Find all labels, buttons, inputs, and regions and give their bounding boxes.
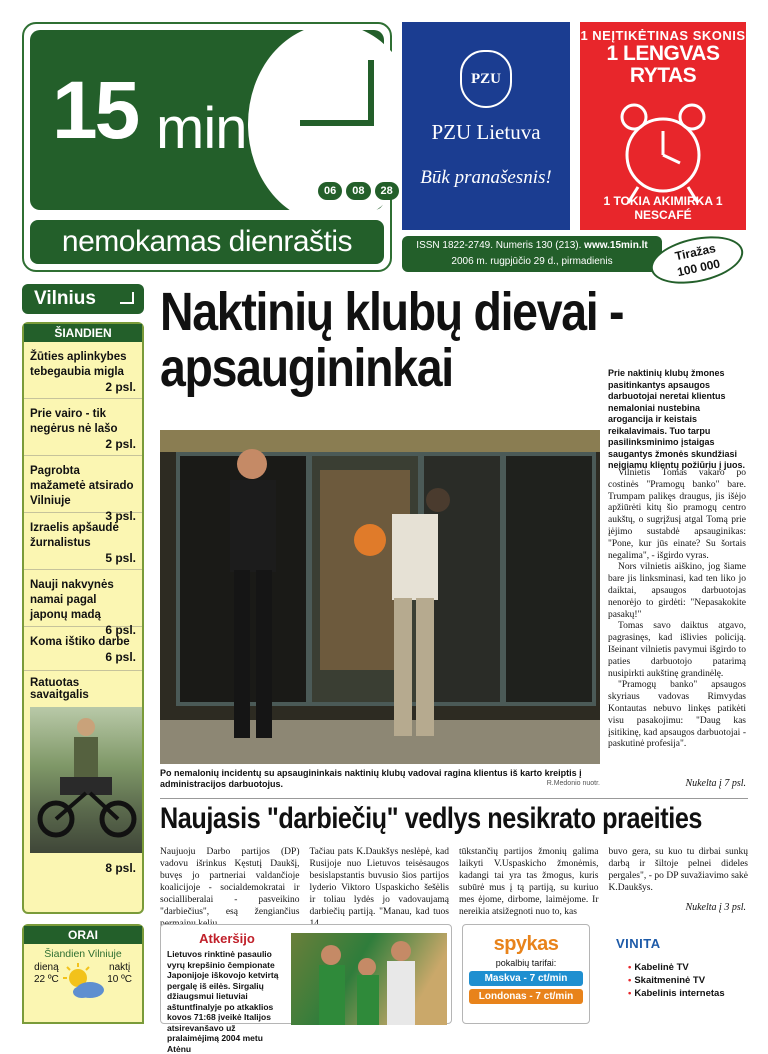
sidebar-item-title: Žūties aplinkybes tebegaubia migla	[30, 351, 127, 378]
second-column: tūkstančių partijos žmonių galima laikyti V.Uspaskicho žmonėmis, kadangi tai yra tas žmogus, kuris subūrė mus į tą partiją, su kuriuo mes ėjome, dirbome, laimėjome. Ir nereikia atsižegnoti nuo to, kas	[459, 847, 599, 917]
basketball-story-text: Lietuvos rinktinė pasaulio vyrų krepšinio čempionate Japonijoje iškovojo ketvirtą pergalę iš eilės. Sirgalių džiaugsmui lietuviai aštuntfinalyje po atkaklios kovos 71:68 įveikė Italijos atsirevanšavo už pralaimėjimą 2004 metu Atėnu	[167, 949, 279, 1054]
basketball-photo	[291, 933, 447, 1025]
circulation-label: Tiražas	[673, 241, 717, 264]
weather-day-label: dieną	[34, 962, 59, 973]
spykas-subtitle: pokalbių tarifai:	[495, 958, 557, 968]
issue-date-month: 08	[346, 182, 370, 200]
main-paragraph: Nors vilnietis aiškino, jog šiame bare jis linksminasi, kad ten liko jo daiktai, apsaugos darbuotojas nenorėjo to girdėti: "Nepasakokite pasakų!"	[608, 562, 746, 620]
logo-number: 15	[52, 65, 138, 156]
issue-date-year: 28	[375, 182, 399, 200]
weather-night-temp: 10 ºC	[107, 974, 132, 985]
divider	[160, 798, 748, 799]
sun-cloud-icon	[60, 962, 106, 1002]
vinita-service: • Skaitmeninė TV	[628, 974, 748, 987]
main-lead: Prie naktinių klubų žmones pasitinkantys apsaugos darbuotojai neretai klientus nemaloniai nustebina arogancija ir keistais reikalavimais. Tuo tarpu pasilinksminimo įstaigas saugantys žmonės skundžiasi neigiamu klientų požiūriu į juos.	[608, 368, 746, 470]
clock-hand-minute	[368, 60, 374, 126]
motorcycle-photo	[30, 707, 142, 853]
pzu-slogan: Būk pranašesnis!	[420, 167, 552, 188]
main-body	[608, 468, 746, 751]
nightclub-photo	[160, 430, 600, 764]
sidebar-item-title: Koma ištiko darbe	[30, 636, 130, 648]
sidebar-item-page: 6 psl.	[105, 623, 136, 637]
pzu-name: PZU Lietuva	[431, 120, 541, 144]
sidebar-item[interactable]	[24, 342, 142, 399]
weather-header: ORAI	[24, 926, 142, 944]
sidebar-item-page: 3 psl.	[105, 509, 136, 523]
issue-date-text: 2006 m. rugpjūčio 29 d., pirmadienis	[451, 256, 613, 267]
circulation-value: 100 000	[675, 256, 722, 280]
issue-info-bar	[402, 236, 662, 272]
motorcycle-icon	[30, 707, 142, 853]
sidebar-feature-page: 8 psl.	[105, 861, 136, 875]
main-continued-link[interactable]: Nukelta į 7 psl.	[685, 778, 746, 789]
sidebar-header: ŠIANDIEN	[24, 324, 142, 342]
spykas-logo: spykas	[493, 933, 559, 955]
issn-number: ISSN 1822-2749. Numeris 130 (213).	[416, 240, 582, 251]
sidebar-item-page: 6 psl.	[105, 650, 136, 664]
nescafe-ad[interactable]	[580, 22, 746, 230]
sidebar-item[interactable]	[24, 570, 142, 637]
city-tab[interactable]	[22, 284, 144, 314]
main-paragraph: "Pramogų banko" apsaugos skyriaus vadovas Rimvydas Kontautas nebuvo linkęs patikėti visu pasakojimu: "Daug kas įsitikinę, kad apsaugos darbuotojai - paskutinė profesija".	[608, 680, 746, 750]
spykas-rate-london: Londonas - 7 ct/min	[469, 989, 583, 1004]
sidebar-item[interactable]	[24, 399, 142, 456]
second-headline[interactable]: Naujasis "darbiečių" vedlys nesikrato praeities	[160, 802, 703, 835]
pzu-ad[interactable]	[402, 22, 570, 230]
basketball-story-title: Atkeršijo	[199, 931, 255, 946]
masthead-tagline: nemokamas dienraštis	[30, 220, 384, 264]
sidebar-item-title: Izraelis apšaudė žurnalistus	[30, 522, 119, 549]
sidebar-item[interactable]	[24, 456, 142, 523]
photo-caption: Po nemalonių incidentų su apsaugininkais naktinių klubų vadovai ragina klientus iš karto kreiptis į administracijos darbuotojus.	[160, 768, 582, 789]
vinita-logo: VINITA	[616, 936, 661, 951]
website-link[interactable]: www.15min.lt	[584, 240, 648, 251]
nescafe-line-2: 1 LENGVAS RYTAS	[606, 42, 720, 88]
basketball-players-image	[291, 933, 447, 1025]
vinita-service: • Kabelinė TV	[628, 961, 748, 974]
weather-day-temp: 22 ºC	[34, 974, 59, 985]
vinita-service: • Kabelinis internetas	[628, 987, 748, 1000]
masthead-logo-panel	[30, 30, 393, 210]
spykas-rate-moscow: Maskva - 7 ct/min	[469, 971, 583, 986]
clock-icon	[120, 292, 134, 304]
vinita-ad[interactable]	[612, 924, 748, 1024]
pzu-logo-badge: PZU	[460, 50, 512, 108]
sidebar-item-page: 5 psl.	[105, 551, 136, 565]
vinita-services	[628, 961, 748, 1000]
sidebar-feature-title: Ratuotas savaitgalis	[30, 677, 89, 701]
nescafe-line-1: 1 NEĮTIKĖTINAS SKONIS	[580, 28, 746, 43]
second-continued-link[interactable]: Nukelta į 3 psl.	[685, 902, 746, 913]
issue-date	[318, 182, 399, 200]
today-sidebar	[22, 322, 144, 914]
issue-date-day: 06	[318, 182, 342, 200]
sidebar-item-title: Nauji nakvynės namai pagal japonų madą	[30, 579, 114, 621]
clock-hand-hour	[300, 120, 374, 126]
basketball-story-box[interactable]	[160, 924, 452, 1054]
sidebar-item-page: 2 psl.	[105, 380, 136, 394]
main-paragraph: Tomas savo daiktus atgavo, pagrasinęs, kad išlivies policiją. Išeinant vilnietis pavymui išgirdo to paties darbuotojo patarimą nusipirkti aukštinę grandinėlę.	[608, 621, 746, 679]
main-headline-line-2: apsaugininkai	[160, 338, 453, 398]
masthead	[22, 22, 392, 272]
sidebar-item-page: 2 psl.	[105, 437, 136, 451]
second-column: Tačiau pats K.Daukšys neslėpė, kad Rusijoje nuo Lietuvos teisėsaugos besislapstantis buvusio šios partijos lyderio Viktoro Uspaskicho šešėlis ir toliau lydės jo vadovaujamą darbiečių partiją. "Manau, kad tuos	[309, 847, 449, 917]
spykas-ad[interactable]	[462, 924, 590, 1024]
sidebar-feature-item[interactable]	[24, 671, 142, 875]
main-headline-line-1: Naktinių klubų dievai -	[160, 282, 624, 342]
city-name: Vilnius	[34, 288, 96, 309]
nescafe-line-3: 1 TOKIA AKIMIRKA 1 NESCAFÉ	[603, 194, 723, 222]
nightclub-door-image	[160, 430, 600, 764]
main-paragraph: Vilnietis Tomas vakaro po costinės "Pramogų banko" bare. Trumpam palikęs draugus, jis išėjo apžiūrėti kitų šio pramogų centro aukštų, o sugrįžusį atgal Tomą prie įėjimo sustabdė apsauginikas: "Pone, kur jūs einate? Su šortais negalima", - išgirdo vyras.	[608, 468, 746, 561]
weather-box	[22, 924, 144, 1024]
sidebar-item-title: Prie vairo - tik negėrus nė lašo	[30, 408, 118, 435]
sidebar-item-title: Pagrobta mažametė atsirado Vilniuje	[30, 465, 134, 507]
weather-night-label: naktį	[109, 962, 131, 973]
photo-credit: R.Medonio nuotr.	[546, 780, 600, 787]
logo-word: min	[156, 96, 247, 161]
second-column: buvo gera, su kuo tu dirbai sunkų darbą ir šiltoje pelnei dideles pergales", - po DP suvažiavimo sakė K.Daukšys.	[608, 847, 748, 893]
weather-subtitle: Šiandien Vilniuje	[44, 948, 122, 960]
main-headline[interactable]	[160, 284, 667, 396]
second-column: Naujuoju Darbo partijos (DP) vadovu išrinkus Kęstutį Daukšį, buvęs jo partneriai valdančioje koalicijoje - socialdemokratai ir socialliberalai - pasveikino "darbiečius", esą žengiančius	[160, 847, 300, 917]
